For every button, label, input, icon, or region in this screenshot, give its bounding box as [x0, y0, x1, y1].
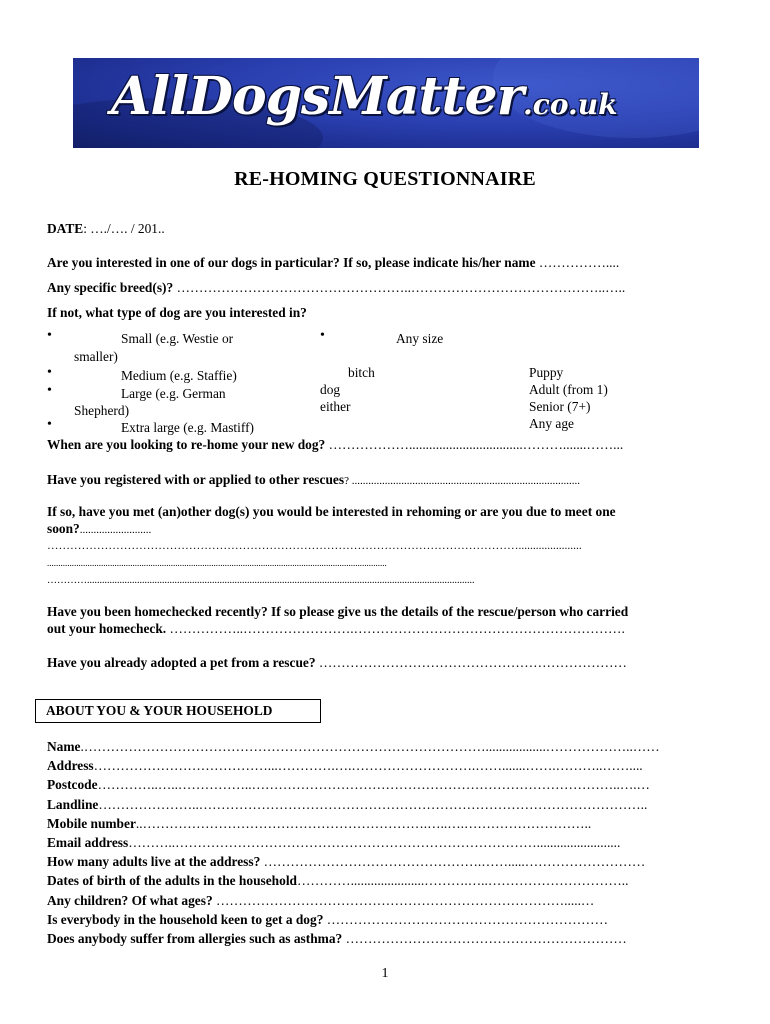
bullet-icon: • [47, 417, 52, 432]
household-field-label: How many adults live at the address? [47, 854, 261, 870]
household-field-row [47, 872, 727, 889]
household-field-row [47, 911, 727, 928]
site-logo [111, 66, 618, 127]
option-dog: dog [320, 382, 341, 397]
bullet-icon: • [320, 328, 325, 343]
option-any-size: Any size [396, 331, 444, 346]
household-field-row [47, 892, 727, 909]
option-small: Small (e.g. Westie or [121, 331, 234, 346]
option-bitch: bitch [348, 365, 375, 380]
household-field-row [47, 930, 727, 947]
q-met-fill-line-1: ……………………………………………………………………………………………………………...................... [47, 540, 582, 552]
household-field-label: Postcode [47, 777, 98, 793]
logo-suffix: .co.uk [523, 88, 618, 121]
site-banner [73, 58, 699, 148]
household-field-label: Any children? Of what ages? [47, 892, 213, 908]
q-particular-label: Are you interested in one of our dogs in particular? If so, please indicate his/her name [47, 255, 536, 270]
household-field-row [47, 757, 727, 774]
q-met-label: If so, have you met (an)other dog(s) you would be interested in rehoming or are you due to meet one [47, 504, 616, 519]
household-field-fill: ………………………………………….…….....……………………… [260, 854, 646, 870]
q-adopted-label: Have you already adopted a pet from a rescue? [47, 655, 316, 670]
date-line [47, 220, 165, 237]
option-extra-large: Extra large (e.g. Mastiff) [121, 420, 254, 435]
household-field-fill: …………………..……………………………………………………………………………………….. [98, 796, 648, 812]
household-field-fill: …………......................……….…..………………………….. [297, 873, 629, 889]
household-field-label: Email address [47, 835, 129, 850]
option-senior: Senior (7+) [529, 399, 591, 414]
household-field-row [47, 815, 727, 832]
household-field-label: Is everybody in the household keen to get a dog? [47, 911, 324, 927]
q-adopted [47, 654, 627, 671]
q-homecheck-label-cont: out your homecheck. [47, 621, 167, 636]
q-when-label: When are you looking to re-home your new dog? [47, 437, 326, 452]
option-adult: Adult (from 1) [529, 382, 608, 397]
household-field-label: Landline [47, 796, 99, 812]
q-registered-label: Have you registered with or applied to other rescues [47, 472, 345, 487]
household-field-row [47, 738, 727, 755]
household-field-fill: .………………………………………………………………………………..................………………..…… [80, 739, 660, 754]
option-medium: Medium (e.g. Staffie) [121, 368, 237, 383]
q-adopted-fill: …………………………………………………………… [315, 655, 627, 670]
bullet-icon: • [47, 328, 52, 343]
household-field-label: Dates of birth of the adults in the household [47, 873, 297, 889]
date-value: : …./…. / 201.. [83, 221, 165, 236]
option-large-cont: Shepherd) [74, 403, 130, 418]
q-type-label: If not, what type of dog are you interested in? [47, 305, 307, 320]
household-field-label: Mobile number [47, 815, 136, 831]
q-breed-label: Any specific breed(s)? [47, 280, 174, 295]
household-field-row [47, 776, 727, 793]
section-heading-household: ABOUT YOU & YOUR HOUSEHOLD [35, 699, 321, 723]
household-field-row [47, 853, 727, 870]
q-homecheck-label: Have you been homechecked recently? If so please give us the details of the rescue/person who carried [47, 604, 629, 619]
household-field-row [47, 834, 727, 851]
q-homecheck-fill: ……………..…………………….……………………………………………………. [166, 621, 625, 636]
logo-main: AllDogsMatter [111, 66, 524, 127]
household-field-fill: ..……………………………………………………….…..….……………………….. [135, 815, 592, 831]
household-field-row [47, 796, 727, 813]
option-either: either [320, 399, 351, 414]
q-particular-dog [47, 254, 619, 271]
household-field-label: Does anybody suffer from allergies such as asthma? [47, 931, 343, 946]
option-puppy: Puppy [529, 365, 564, 380]
household-field-label: Name [47, 739, 81, 754]
q-met-fill-inline: .......................... [79, 524, 152, 536]
q-registered [47, 471, 580, 490]
household-field-fill: ……………………………………………………… [342, 931, 627, 946]
date-label: DATE [47, 221, 84, 236]
option-any-age: Any age [529, 416, 574, 431]
q-when-fill: ………………..................................……….......……... [325, 437, 624, 452]
page-title: RE-HOMING QUESTIONNAIRE [234, 168, 536, 190]
q-met-label-cont: soon? [47, 521, 80, 536]
q-when [47, 436, 623, 453]
household-field-fill: …………………………………...………….….……………………….…….......…….………..…….... [93, 758, 643, 774]
household-field-fill: ………..………………………………………………………………………......................... [128, 835, 621, 850]
bullet-icon: • [47, 365, 52, 380]
q-breed-fill: ……………………………………………..……………………………………..….. [176, 280, 626, 295]
q-met-fill-line-3: …………........................................................................................................................................................... [47, 575, 475, 586]
q-particular-fill: …………….... [538, 255, 620, 270]
q-breed [47, 279, 625, 296]
q-homecheck-line2 [47, 620, 625, 637]
option-small-cont: smaller) [74, 349, 118, 364]
household-field-fill: ……………………………………………………… [323, 911, 608, 927]
q-met-fill-line-2: ....................................................................................................................................................... [47, 558, 387, 568]
household-field-fill: …………………………………………………………………….....… [212, 892, 595, 908]
household-field-fill: …………..…..……………..………………………………………………………………………..….… [97, 777, 650, 793]
q-met-line2 [47, 520, 151, 539]
q-registered-fill: ? ................................................................................... [344, 475, 580, 487]
household-field-label: Address [47, 758, 94, 774]
page-number: 1 [381, 966, 389, 981]
option-large: Large (e.g. German [121, 386, 226, 401]
bullet-icon: • [47, 383, 52, 398]
